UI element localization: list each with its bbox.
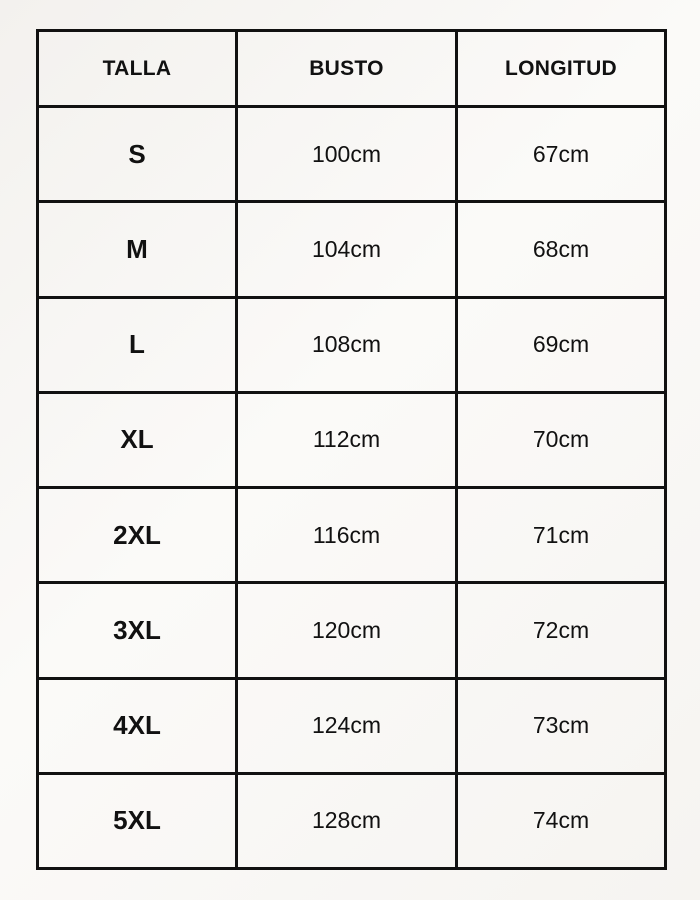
header-busto: BUSTO <box>237 31 457 107</box>
size-cell: M <box>38 202 237 297</box>
header-longitud: LONGITUD <box>457 31 666 107</box>
length-cell: 73cm <box>457 678 666 773</box>
length-cell: 69cm <box>457 297 666 392</box>
table-row <box>38 678 666 773</box>
table-row <box>38 392 666 487</box>
size-cell: XL <box>38 392 237 487</box>
table-body <box>38 107 666 869</box>
size-cell: 5XL <box>38 773 237 868</box>
bust-cell: 124cm <box>237 678 457 773</box>
table-row <box>38 107 666 202</box>
table-row <box>38 773 666 868</box>
size-cell: 2XL <box>38 488 237 583</box>
length-cell: 74cm <box>457 773 666 868</box>
length-cell: 67cm <box>457 107 666 202</box>
size-cell: L <box>38 297 237 392</box>
table-row <box>38 202 666 297</box>
bust-cell: 100cm <box>237 107 457 202</box>
table-row <box>38 583 666 678</box>
size-cell: S <box>38 107 237 202</box>
bust-cell: 104cm <box>237 202 457 297</box>
length-cell: 70cm <box>457 392 666 487</box>
header-talla: TALLA <box>38 31 237 107</box>
bust-cell: 120cm <box>237 583 457 678</box>
length-cell: 68cm <box>457 202 666 297</box>
length-cell: 72cm <box>457 583 666 678</box>
size-chart-table <box>36 29 667 870</box>
size-cell: 3XL <box>38 583 237 678</box>
bust-cell: 116cm <box>237 488 457 583</box>
bust-cell: 128cm <box>237 773 457 868</box>
size-cell: 4XL <box>38 678 237 773</box>
table-row <box>38 488 666 583</box>
bust-cell: 108cm <box>237 297 457 392</box>
table-header <box>38 31 666 107</box>
header-row <box>38 31 666 107</box>
bust-cell: 112cm <box>237 392 457 487</box>
table-row <box>38 297 666 392</box>
length-cell: 71cm <box>457 488 666 583</box>
